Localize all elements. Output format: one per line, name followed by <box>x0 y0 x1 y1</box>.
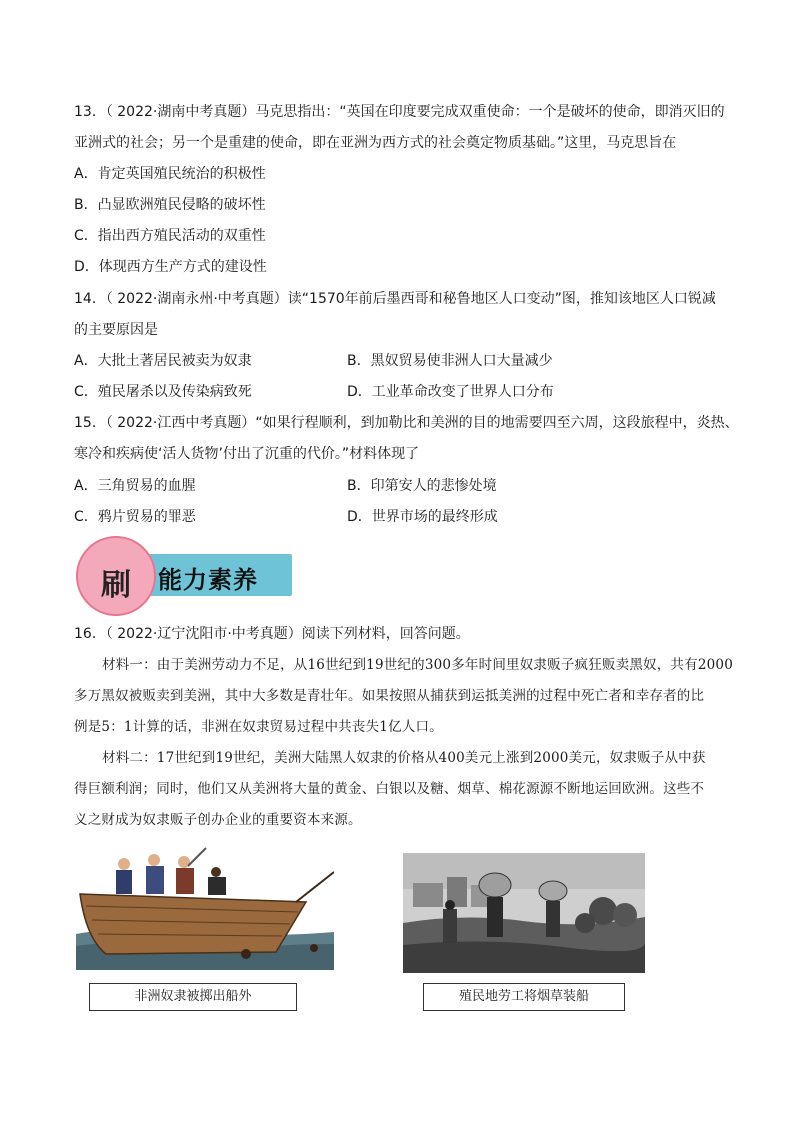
q14-stem-line2: 的主要原因是 <box>74 322 158 338</box>
material1-line3: 例是5：1计算的话，非洲在奴隶贸易过程中共丧失1亿人口。 <box>74 719 443 735</box>
material2-line2: 得巨额利润；同时，他们又从美洲将大量的黄金、白银以及糖、烟草、棉花源源不断地运回欧洲。这些不 <box>74 781 705 797</box>
q13-stem-line1: 13．（ 2022·湖南中考真题）马克思指出：“英国在印度要完成双重使命：一个是破坏的使命，即消灭旧的 <box>74 104 725 120</box>
material1-line1: 材料一：由于美洲劳动力不足，从16世纪到19世纪的300多年时间里奴隶贩子疯狂贩卖黑奴，共有2000 <box>102 657 733 673</box>
material1-line2: 多万黑奴被贩卖到美洲，其中大多数是青壮年。如果按照从捕获到运抵美洲的过程中死亡者和幸存者的比 <box>74 688 705 704</box>
q15-option-d[interactable]: D．世界市场的最终形成 <box>347 509 498 525</box>
q15-stem-line1: 15．（ 2022·江西中考真题）“如果行程顺利，到加勒比和美洲的目的地需要四至六周，这段旅程中，炎热、 <box>74 415 739 431</box>
q15-option-a[interactable]: A．三角贸易的血腥 <box>74 478 196 494</box>
q15-stem-line2: 寒冷和疾病使‘活人货物’付出了沉重的代价。”材料体现了 <box>74 446 420 462</box>
q14-option-b[interactable]: B．黑奴贸易使非洲人口大量减少 <box>347 353 553 369</box>
q14-option-a[interactable]: A．大批土著居民被卖为奴隶 <box>74 353 252 369</box>
q13-option-b[interactable]: B．凸显欧洲殖民侵略的破坏性 <box>74 197 266 213</box>
q13-option-a[interactable]: A．肯定英国殖民统治的积极性 <box>74 166 266 182</box>
section-banner <box>76 546 294 604</box>
banner-glyph: 刷 <box>101 568 131 603</box>
q14-option-d[interactable]: D．工业革命改变了世界人口分布 <box>347 384 554 400</box>
q13-stem-line2: 亚洲式的社会；另一个是重建的使命，即在亚洲为西方式的社会奠定物质基础。”这里，马克思旨在 <box>74 135 677 151</box>
tobacco-laborers-illustration <box>403 853 645 973</box>
material2-line3: 义之财成为奴隶贩子创办企业的重要资本来源。 <box>74 812 362 828</box>
q13-option-d[interactable]: D．体现西方生产方式的建设性 <box>74 259 267 275</box>
caption-left: 非洲奴隶被掷出船外 <box>89 983 297 1011</box>
caption-right: 殖民地劳工将烟草装船 <box>423 983 625 1011</box>
q16-stem: 16．（ 2022·辽宁沈阳市·中考真题）阅读下列材料，回答问题。 <box>74 626 470 642</box>
q14-option-c[interactable]: C．殖民屠杀以及传染病致死 <box>74 384 252 400</box>
q14-stem-line1: 14．（ 2022·湖南永州·中考真题）读“1570年前后墨西哥和秘鲁地区人口变动”图，推知该地区人口锐减 <box>74 291 716 307</box>
banner-title: 能力素养 <box>158 566 258 594</box>
slave-ship-illustration <box>76 842 334 970</box>
material2-line1: 材料二：17世纪到19世纪，美洲大陆黑人奴隶的价格从400美元上涨到2000美元，奴隶贩子从中获 <box>102 750 706 766</box>
q15-option-b[interactable]: B．印第安人的悲惨处境 <box>347 478 497 494</box>
q15-option-c[interactable]: C．鸦片贸易的罪恶 <box>74 509 196 525</box>
q13-option-c[interactable]: C．指出西方殖民活动的双重性 <box>74 228 266 244</box>
